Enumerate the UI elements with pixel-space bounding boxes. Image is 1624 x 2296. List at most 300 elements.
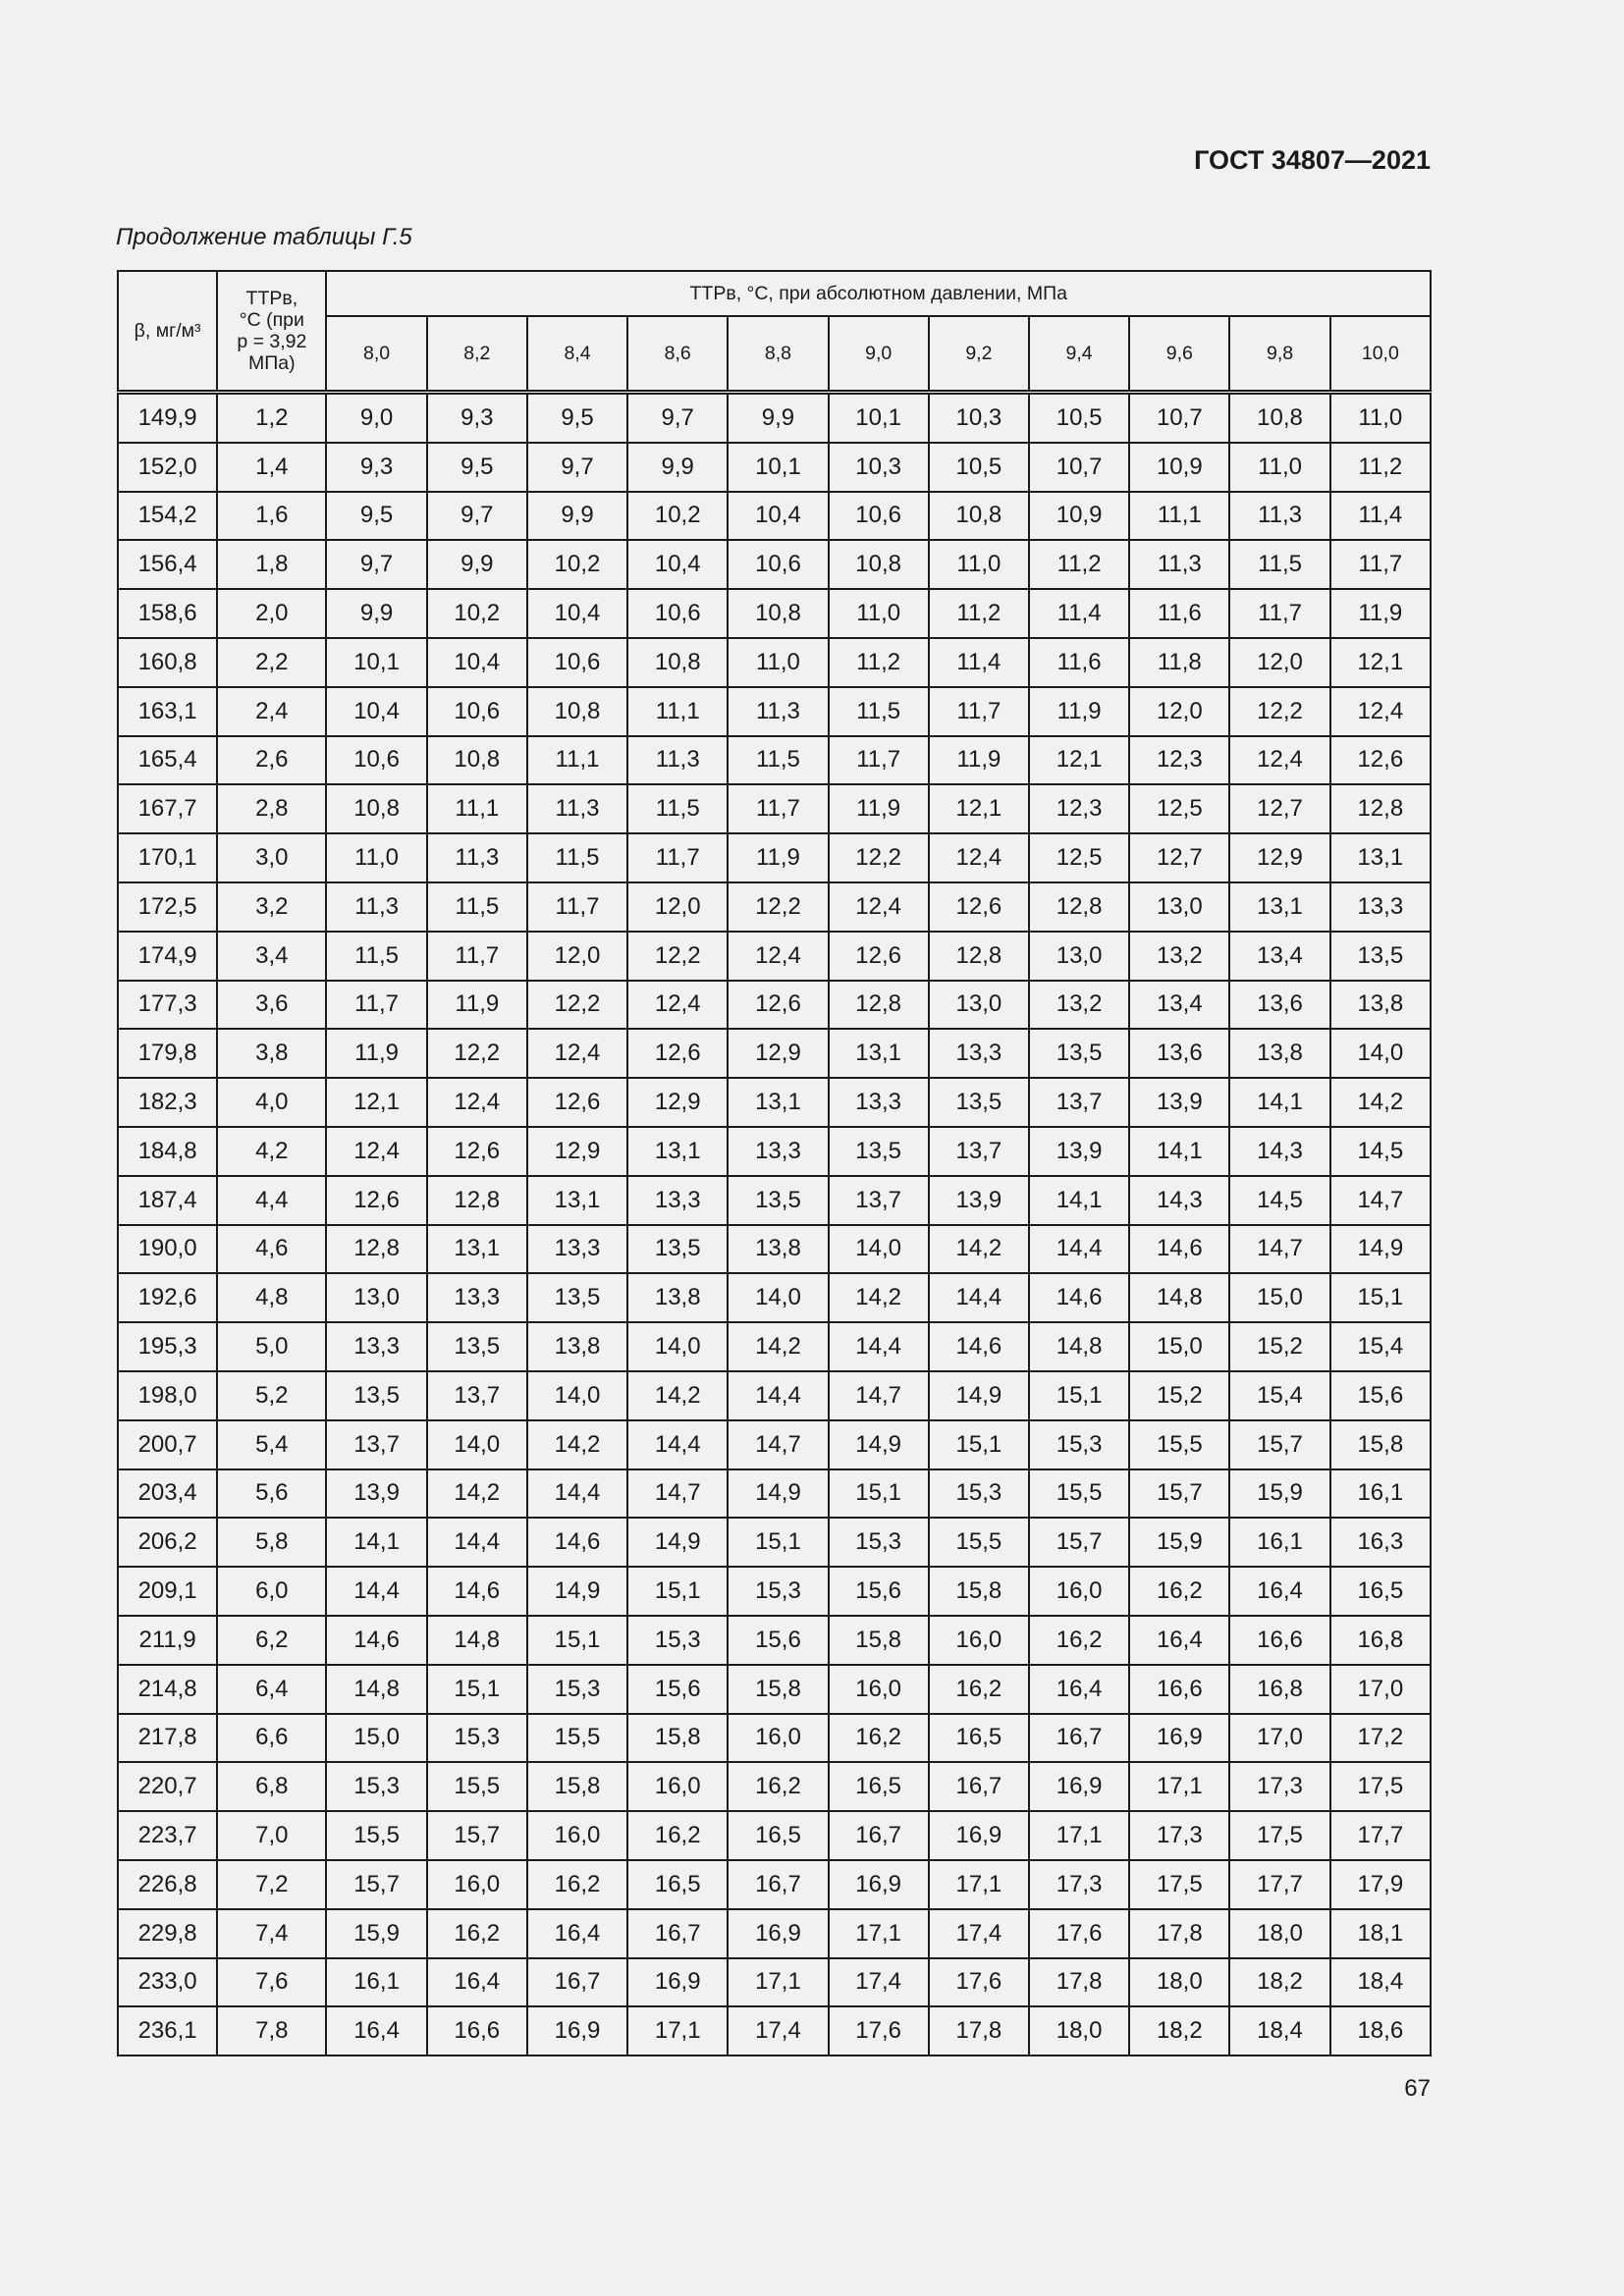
ttr-value-cell: 16,1 bbox=[1330, 1469, 1431, 1519]
ttr-value-cell: 15,6 bbox=[1330, 1371, 1431, 1420]
header-ttr-line: ТТРв, bbox=[245, 288, 298, 309]
ttr-value-cell: 14,0 bbox=[1330, 1029, 1431, 1078]
ttr-value-cell: 11,9 bbox=[929, 736, 1029, 785]
beta-cell: 200,7 bbox=[118, 1420, 217, 1469]
ttr-value-cell: 18,0 bbox=[1229, 1909, 1329, 1958]
ttr-value-cell: 11,8 bbox=[1129, 638, 1229, 687]
ttr-value-cell: 9,0 bbox=[326, 393, 426, 443]
ttr-value-cell: 11,2 bbox=[929, 589, 1029, 638]
ttr-value-cell: 16,3 bbox=[1330, 1518, 1431, 1567]
beta-cell: 184,8 bbox=[118, 1127, 217, 1176]
ttr-value-cell: 15,5 bbox=[527, 1714, 627, 1763]
ttr-value-cell: 13,5 bbox=[326, 1371, 426, 1420]
ttr-value-cell: 13,7 bbox=[1029, 1078, 1129, 1127]
ttr-reference-cell: 3,6 bbox=[217, 981, 326, 1030]
ttr-value-cell: 12,0 bbox=[1129, 687, 1229, 736]
table-row bbox=[118, 2006, 1431, 2056]
table-body bbox=[118, 393, 1431, 2056]
header-pressure-group: ТТРв, °С, при абсолютном давлении, МПа bbox=[326, 271, 1431, 316]
ttr-value-cell: 10,7 bbox=[1129, 393, 1229, 443]
ttr-value-cell: 14,1 bbox=[1029, 1176, 1129, 1225]
ttr-value-cell: 12,5 bbox=[1129, 784, 1229, 833]
ttr-value-cell: 17,1 bbox=[829, 1909, 929, 1958]
ttr-value-cell: 15,3 bbox=[427, 1714, 527, 1763]
ttr-value-cell: 11,9 bbox=[829, 784, 929, 833]
ttr-value-cell: 17,1 bbox=[1129, 1762, 1229, 1811]
ttr-value-cell: 13,1 bbox=[527, 1176, 627, 1225]
table-caption: Продолжение таблицы Г.5 bbox=[116, 224, 412, 250]
table-row bbox=[118, 1616, 1431, 1665]
ttr-value-cell: 10,8 bbox=[326, 784, 426, 833]
ttr-value-cell: 15,3 bbox=[527, 1665, 627, 1714]
ttr-value-cell: 9,5 bbox=[326, 492, 426, 541]
ttr-value-cell: 12,6 bbox=[326, 1176, 426, 1225]
ttr-value-cell: 11,1 bbox=[527, 736, 627, 785]
ttr-value-cell: 17,3 bbox=[1029, 1860, 1129, 1909]
ttr-value-cell: 13,7 bbox=[929, 1127, 1029, 1176]
ttr-value-cell: 14,1 bbox=[326, 1518, 426, 1567]
ttr-value-cell: 17,5 bbox=[1129, 1860, 1229, 1909]
ttr-value-cell: 11,4 bbox=[1330, 492, 1431, 541]
table-row bbox=[118, 833, 1431, 882]
ttr-value-cell: 16,7 bbox=[829, 1811, 929, 1860]
table-row bbox=[118, 932, 1431, 981]
ttr-value-cell: 17,8 bbox=[1029, 1958, 1129, 2007]
pressure-header-cell: 8,8 bbox=[728, 316, 828, 393]
ttr-value-cell: 12,8 bbox=[829, 981, 929, 1030]
ttr-value-cell: 15,7 bbox=[1229, 1420, 1329, 1469]
beta-cell: 182,3 bbox=[118, 1078, 217, 1127]
ttr-value-cell: 13,6 bbox=[1129, 1029, 1229, 1078]
table-row bbox=[118, 687, 1431, 736]
ttr-value-cell: 11,7 bbox=[929, 687, 1029, 736]
ttr-value-cell: 14,9 bbox=[627, 1518, 728, 1567]
ttr-reference-cell: 1,2 bbox=[217, 393, 326, 443]
table-row bbox=[118, 540, 1431, 589]
ttr-value-cell: 15,0 bbox=[1129, 1322, 1229, 1371]
ttr-value-cell: 12,6 bbox=[1330, 736, 1431, 785]
ttr-value-cell: 17,4 bbox=[829, 1958, 929, 2007]
ttr-value-cell: 14,6 bbox=[527, 1518, 627, 1567]
table-row bbox=[118, 1322, 1431, 1371]
ttr-value-cell: 11,7 bbox=[728, 784, 828, 833]
ttr-value-cell: 13,0 bbox=[1129, 882, 1229, 932]
table-row bbox=[118, 1958, 1431, 2007]
ttr-value-cell: 12,6 bbox=[427, 1127, 527, 1176]
beta-cell: 211,9 bbox=[118, 1616, 217, 1665]
ttr-value-cell: 10,4 bbox=[527, 589, 627, 638]
ttr-value-cell: 11,5 bbox=[527, 833, 627, 882]
ttr-value-cell: 11,0 bbox=[929, 540, 1029, 589]
ttr-value-cell: 15,6 bbox=[627, 1665, 728, 1714]
ttr-value-cell: 10,5 bbox=[929, 443, 1029, 492]
pressure-header-cell: 8,6 bbox=[627, 316, 728, 393]
beta-cell: 160,8 bbox=[118, 638, 217, 687]
ttr-value-cell: 14,8 bbox=[326, 1665, 426, 1714]
ttr-value-cell: 16,0 bbox=[527, 1811, 627, 1860]
ttr-value-cell: 11,3 bbox=[1129, 540, 1229, 589]
page-number: 67 bbox=[1404, 2075, 1431, 2102]
ttr-value-cell: 11,5 bbox=[1229, 540, 1329, 589]
table-row bbox=[118, 1225, 1431, 1274]
ttr-reference-cell: 6,0 bbox=[217, 1567, 326, 1616]
ttr-value-cell: 16,4 bbox=[1129, 1616, 1229, 1665]
beta-cell: 158,6 bbox=[118, 589, 217, 638]
ttr-value-cell: 14,7 bbox=[1229, 1225, 1329, 1274]
ttr-value-cell: 13,3 bbox=[829, 1078, 929, 1127]
ttr-reference-cell: 3,2 bbox=[217, 882, 326, 932]
ttr-value-cell: 12,1 bbox=[1330, 638, 1431, 687]
ttr-value-cell: 16,4 bbox=[527, 1909, 627, 1958]
ttr-reference-cell: 4,4 bbox=[217, 1176, 326, 1225]
ttr-reference-cell: 5,2 bbox=[217, 1371, 326, 1420]
ttr-value-cell: 14,2 bbox=[427, 1469, 527, 1519]
ttr-reference-cell: 6,2 bbox=[217, 1616, 326, 1665]
ttr-value-cell: 16,9 bbox=[627, 1958, 728, 2007]
ttr-value-cell: 13,6 bbox=[1229, 981, 1329, 1030]
ttr-reference-cell: 2,6 bbox=[217, 736, 326, 785]
ttr-value-cell: 12,3 bbox=[1029, 784, 1129, 833]
ttr-value-cell: 13,3 bbox=[527, 1225, 627, 1274]
pressure-header-cell: 9,4 bbox=[1029, 316, 1129, 393]
ttr-value-cell: 12,4 bbox=[527, 1029, 627, 1078]
ttr-value-cell: 16,9 bbox=[1029, 1762, 1129, 1811]
ttr-reference-cell: 4,6 bbox=[217, 1225, 326, 1274]
table-row bbox=[118, 1811, 1431, 1860]
ttr-value-cell: 14,4 bbox=[929, 1273, 1029, 1322]
ttr-value-cell: 12,6 bbox=[527, 1078, 627, 1127]
ttr-value-cell: 10,6 bbox=[829, 492, 929, 541]
ttr-value-cell: 13,5 bbox=[527, 1273, 627, 1322]
ttr-value-cell: 12,8 bbox=[427, 1176, 527, 1225]
ttr-value-cell: 12,6 bbox=[627, 1029, 728, 1078]
ttr-reference-cell: 7,0 bbox=[217, 1811, 326, 1860]
ttr-value-cell: 12,8 bbox=[1029, 882, 1129, 932]
ttr-value-cell: 14,4 bbox=[829, 1322, 929, 1371]
ttr-value-cell: 13,0 bbox=[326, 1273, 426, 1322]
ttr-value-cell: 16,9 bbox=[527, 2006, 627, 2056]
ttr-value-cell: 14,4 bbox=[427, 1518, 527, 1567]
ttr-value-cell: 12,7 bbox=[1129, 833, 1229, 882]
ttr-value-cell: 10,3 bbox=[929, 393, 1029, 443]
ttr-reference-cell: 4,2 bbox=[217, 1127, 326, 1176]
ttr-value-cell: 12,0 bbox=[1229, 638, 1329, 687]
ttr-value-cell: 11,1 bbox=[1129, 492, 1229, 541]
ttr-value-cell: 16,7 bbox=[728, 1860, 828, 1909]
table-row bbox=[118, 589, 1431, 638]
ttr-value-cell: 16,5 bbox=[829, 1762, 929, 1811]
beta-cell: 223,7 bbox=[118, 1811, 217, 1860]
beta-cell: 206,2 bbox=[118, 1518, 217, 1567]
ttr-value-cell: 17,4 bbox=[929, 1909, 1029, 1958]
ttr-value-cell: 15,3 bbox=[929, 1469, 1029, 1519]
ttr-value-cell: 17,5 bbox=[1229, 1811, 1329, 1860]
ttr-value-cell: 16,2 bbox=[1029, 1616, 1129, 1665]
table-row bbox=[118, 1029, 1431, 1078]
ttr-value-cell: 10,2 bbox=[527, 540, 627, 589]
ttr-value-cell: 11,0 bbox=[326, 833, 426, 882]
ttr-value-cell: 12,6 bbox=[728, 981, 828, 1030]
beta-cell: 152,0 bbox=[118, 443, 217, 492]
ttr-value-cell: 10,4 bbox=[326, 687, 426, 736]
ttr-reference-cell: 5,8 bbox=[217, 1518, 326, 1567]
ttr-value-cell: 15,9 bbox=[1129, 1518, 1229, 1567]
ttr-value-cell: 11,5 bbox=[427, 882, 527, 932]
ttr-value-cell: 18,4 bbox=[1229, 2006, 1329, 2056]
ttr-value-cell: 15,0 bbox=[1229, 1273, 1329, 1322]
ttr-reference-cell: 3,0 bbox=[217, 833, 326, 882]
ttr-value-cell: 13,7 bbox=[829, 1176, 929, 1225]
ttr-value-cell: 9,9 bbox=[527, 492, 627, 541]
ttr-value-cell: 11,3 bbox=[1229, 492, 1329, 541]
ttr-value-cell: 16,6 bbox=[427, 2006, 527, 2056]
ttr-value-cell: 15,8 bbox=[1330, 1420, 1431, 1469]
ttr-value-cell: 13,5 bbox=[627, 1225, 728, 1274]
ttr-value-cell: 15,5 bbox=[1129, 1420, 1229, 1469]
ttr-value-cell: 12,4 bbox=[627, 981, 728, 1030]
ttr-value-cell: 15,7 bbox=[427, 1811, 527, 1860]
ttr-value-cell: 11,6 bbox=[1029, 638, 1129, 687]
ttr-value-cell: 18,2 bbox=[1229, 1958, 1329, 2007]
ttr-value-cell: 12,2 bbox=[829, 833, 929, 882]
ttr-value-cell: 13,1 bbox=[829, 1029, 929, 1078]
ttr-reference-cell: 3,4 bbox=[217, 932, 326, 981]
ttr-value-cell: 14,0 bbox=[527, 1371, 627, 1420]
ttr-value-cell: 14,1 bbox=[1129, 1127, 1229, 1176]
table-row bbox=[118, 1371, 1431, 1420]
ttr-value-cell: 14,9 bbox=[1330, 1225, 1431, 1274]
ttr-value-cell: 14,6 bbox=[1129, 1225, 1229, 1274]
ttr-value-cell: 9,9 bbox=[728, 393, 828, 443]
ttr-value-cell: 14,2 bbox=[627, 1371, 728, 1420]
beta-cell: 217,8 bbox=[118, 1714, 217, 1763]
ttr-value-cell: 12,2 bbox=[1229, 687, 1329, 736]
ttr-value-cell: 9,9 bbox=[326, 589, 426, 638]
ttr-value-cell: 16,2 bbox=[929, 1665, 1029, 1714]
ttr-value-cell: 16,9 bbox=[728, 1909, 828, 1958]
ttr-reference-cell: 6,6 bbox=[217, 1714, 326, 1763]
ttr-value-cell: 17,1 bbox=[929, 1860, 1029, 1909]
ttr-value-cell: 16,5 bbox=[929, 1714, 1029, 1763]
ttr-value-cell: 14,6 bbox=[1029, 1273, 1129, 1322]
ttr-value-cell: 10,8 bbox=[929, 492, 1029, 541]
ttr-value-cell: 15,5 bbox=[427, 1762, 527, 1811]
ttr-value-cell: 14,5 bbox=[1229, 1176, 1329, 1225]
table-row bbox=[118, 1909, 1431, 1958]
ttr-value-cell: 17,3 bbox=[1129, 1811, 1229, 1860]
ttr-value-cell: 17,2 bbox=[1330, 1714, 1431, 1763]
ttr-value-cell: 11,3 bbox=[527, 784, 627, 833]
ttr-value-cell: 12,4 bbox=[1229, 736, 1329, 785]
ttr-value-cell: 14,8 bbox=[1029, 1322, 1129, 1371]
ttr-value-cell: 10,6 bbox=[627, 589, 728, 638]
ttr-value-cell: 16,9 bbox=[829, 1860, 929, 1909]
ttr-value-cell: 16,7 bbox=[627, 1909, 728, 1958]
ttr-value-cell: 16,4 bbox=[427, 1958, 527, 2007]
ttr-value-cell: 14,2 bbox=[728, 1322, 828, 1371]
ttr-value-cell: 9,3 bbox=[326, 443, 426, 492]
ttr-reference-cell: 7,6 bbox=[217, 1958, 326, 2007]
ttr-value-cell: 17,0 bbox=[1229, 1714, 1329, 1763]
ttr-value-cell: 15,3 bbox=[728, 1567, 828, 1616]
ttr-value-cell: 10,8 bbox=[1229, 393, 1329, 443]
ttr-value-cell: 17,8 bbox=[929, 2006, 1029, 2056]
ttr-value-cell: 12,9 bbox=[627, 1078, 728, 1127]
ttr-value-cell: 12,6 bbox=[929, 882, 1029, 932]
ttr-value-cell: 14,4 bbox=[326, 1567, 426, 1616]
table-row bbox=[118, 443, 1431, 492]
ttr-value-cell: 15,1 bbox=[728, 1518, 828, 1567]
beta-cell: 203,4 bbox=[118, 1469, 217, 1519]
ttr-reference-cell: 7,2 bbox=[217, 1860, 326, 1909]
ttr-value-cell: 13,0 bbox=[929, 981, 1029, 1030]
ttr-value-cell: 15,4 bbox=[1229, 1371, 1329, 1420]
ttr-value-cell: 10,1 bbox=[829, 393, 929, 443]
ttr-value-cell: 11,5 bbox=[326, 932, 426, 981]
ttr-value-cell: 12,9 bbox=[1229, 833, 1329, 882]
ttr-value-cell: 11,7 bbox=[527, 882, 627, 932]
ttr-value-cell: 12,4 bbox=[427, 1078, 527, 1127]
ttr-value-cell: 10,6 bbox=[728, 540, 828, 589]
ttr-value-cell: 12,2 bbox=[728, 882, 828, 932]
ttr-value-cell: 16,0 bbox=[829, 1665, 929, 1714]
ttr-value-cell: 14,9 bbox=[829, 1420, 929, 1469]
ttr-value-cell: 15,3 bbox=[829, 1518, 929, 1567]
ttr-value-cell: 13,3 bbox=[427, 1273, 527, 1322]
pressure-header-cell: 9,8 bbox=[1229, 316, 1329, 393]
ttr-value-cell: 15,5 bbox=[1029, 1469, 1129, 1519]
ttr-value-cell: 10,4 bbox=[427, 638, 527, 687]
beta-cell: 233,0 bbox=[118, 1958, 217, 2007]
pressure-header-cell: 8,2 bbox=[427, 316, 527, 393]
table-row bbox=[118, 1420, 1431, 1469]
ttr-value-cell: 16,2 bbox=[728, 1762, 828, 1811]
ttr-value-cell: 16,1 bbox=[326, 1958, 426, 2007]
ttr-value-cell: 12,8 bbox=[326, 1225, 426, 1274]
ttr-value-cell: 11,9 bbox=[326, 1029, 426, 1078]
ttr-value-cell: 9,5 bbox=[427, 443, 527, 492]
ttr-value-cell: 10,6 bbox=[427, 687, 527, 736]
ttr-value-cell: 13,8 bbox=[527, 1322, 627, 1371]
ttr-value-cell: 13,8 bbox=[1330, 981, 1431, 1030]
ttr-value-cell: 11,7 bbox=[1330, 540, 1431, 589]
beta-cell: 209,1 bbox=[118, 1567, 217, 1616]
ttr-value-cell: 15,9 bbox=[1229, 1469, 1329, 1519]
pressure-header-cell: 9,6 bbox=[1129, 316, 1229, 393]
ttr-value-cell: 14,0 bbox=[728, 1273, 828, 1322]
ttr-value-cell: 15,0 bbox=[326, 1714, 426, 1763]
ttr-value-cell: 9,9 bbox=[427, 540, 527, 589]
beta-cell: 170,1 bbox=[118, 833, 217, 882]
ttr-value-cell: 12,8 bbox=[1330, 784, 1431, 833]
ttr-value-cell: 13,1 bbox=[728, 1078, 828, 1127]
ttr-value-cell: 14,7 bbox=[627, 1469, 728, 1519]
beta-cell: 214,8 bbox=[118, 1665, 217, 1714]
ttr-value-cell: 14,0 bbox=[427, 1420, 527, 1469]
ttr-value-cell: 13,8 bbox=[728, 1225, 828, 1274]
ttr-value-cell: 16,9 bbox=[929, 1811, 1029, 1860]
ttr-value-cell: 14,4 bbox=[627, 1420, 728, 1469]
ttr-value-cell: 10,2 bbox=[427, 589, 527, 638]
ttr-value-cell: 15,8 bbox=[627, 1714, 728, 1763]
ttr-value-cell: 13,5 bbox=[929, 1078, 1029, 1127]
ttr-value-cell: 13,5 bbox=[427, 1322, 527, 1371]
ttr-value-cell: 16,6 bbox=[1229, 1616, 1329, 1665]
ttr-value-cell: 10,4 bbox=[627, 540, 728, 589]
header-ttr-line: МПа) bbox=[248, 352, 296, 374]
ttr-value-cell: 9,5 bbox=[527, 393, 627, 443]
ttr-value-cell: 16,4 bbox=[1029, 1665, 1129, 1714]
ttr-value-cell: 16,8 bbox=[1330, 1616, 1431, 1665]
ttr-value-cell: 16,0 bbox=[427, 1860, 527, 1909]
ttr-value-cell: 12,4 bbox=[929, 833, 1029, 882]
ttr-value-cell: 13,0 bbox=[1029, 932, 1129, 981]
pressure-header-cell: 9,0 bbox=[829, 316, 929, 393]
ttr-value-cell: 13,1 bbox=[1330, 833, 1431, 882]
ttr-value-cell: 14,8 bbox=[427, 1616, 527, 1665]
ttr-value-cell: 14,4 bbox=[1029, 1225, 1129, 1274]
ttr-value-cell: 13,1 bbox=[1229, 882, 1329, 932]
ttr-value-cell: 11,3 bbox=[427, 833, 527, 882]
ttr-value-cell: 11,2 bbox=[829, 638, 929, 687]
header-ttr-reference bbox=[217, 271, 326, 393]
table-row bbox=[118, 393, 1431, 443]
ttr-value-cell: 11,0 bbox=[1229, 443, 1329, 492]
beta-cell: 156,4 bbox=[118, 540, 217, 589]
ttr-value-cell: 15,9 bbox=[326, 1909, 426, 1958]
ttr-reference-cell: 5,4 bbox=[217, 1420, 326, 1469]
ttr-value-cell: 12,5 bbox=[1029, 833, 1129, 882]
ttr-value-cell: 11,3 bbox=[627, 736, 728, 785]
ttr-value-cell: 17,7 bbox=[1330, 1811, 1431, 1860]
ttr-value-cell: 18,2 bbox=[1129, 2006, 1229, 2056]
ttr-value-cell: 12,9 bbox=[728, 1029, 828, 1078]
ttr-value-cell: 15,8 bbox=[527, 1762, 627, 1811]
beta-cell: 154,2 bbox=[118, 492, 217, 541]
ttr-value-cell: 14,4 bbox=[527, 1469, 627, 1519]
ttr-value-cell: 16,2 bbox=[1129, 1567, 1229, 1616]
ttr-value-cell: 15,7 bbox=[1029, 1518, 1129, 1567]
ttr-value-cell: 17,0 bbox=[1330, 1665, 1431, 1714]
ttr-value-cell: 12,2 bbox=[427, 1029, 527, 1078]
ttr-value-cell: 16,5 bbox=[728, 1811, 828, 1860]
ttr-value-cell: 15,1 bbox=[929, 1420, 1029, 1469]
ttr-value-cell: 15,5 bbox=[929, 1518, 1029, 1567]
ttr-value-cell: 13,7 bbox=[326, 1420, 426, 1469]
ttr-value-cell: 16,7 bbox=[929, 1762, 1029, 1811]
ttr-value-cell: 13,3 bbox=[929, 1029, 1029, 1078]
ttr-value-cell: 15,7 bbox=[326, 1860, 426, 1909]
ttr-value-cell: 10,3 bbox=[829, 443, 929, 492]
ttr-value-cell: 10,7 bbox=[1029, 443, 1129, 492]
beta-cell: 179,8 bbox=[118, 1029, 217, 1078]
ttr-value-cell: 11,5 bbox=[829, 687, 929, 736]
table-row bbox=[118, 1567, 1431, 1616]
ttr-value-cell: 13,2 bbox=[1129, 932, 1229, 981]
ttr-reference-cell: 2,4 bbox=[217, 687, 326, 736]
table-row bbox=[118, 1762, 1431, 1811]
ttr-value-cell: 16,1 bbox=[1229, 1518, 1329, 1567]
data-table bbox=[117, 270, 1432, 2056]
ttr-value-cell: 15,3 bbox=[627, 1616, 728, 1665]
ttr-value-cell: 12,4 bbox=[1330, 687, 1431, 736]
ttr-value-cell: 12,9 bbox=[527, 1127, 627, 1176]
ttr-value-cell: 11,0 bbox=[728, 638, 828, 687]
ttr-value-cell: 11,0 bbox=[829, 589, 929, 638]
ttr-value-cell: 12,0 bbox=[627, 882, 728, 932]
ttr-value-cell: 17,9 bbox=[1330, 1860, 1431, 1909]
ttr-value-cell: 11,2 bbox=[1029, 540, 1129, 589]
